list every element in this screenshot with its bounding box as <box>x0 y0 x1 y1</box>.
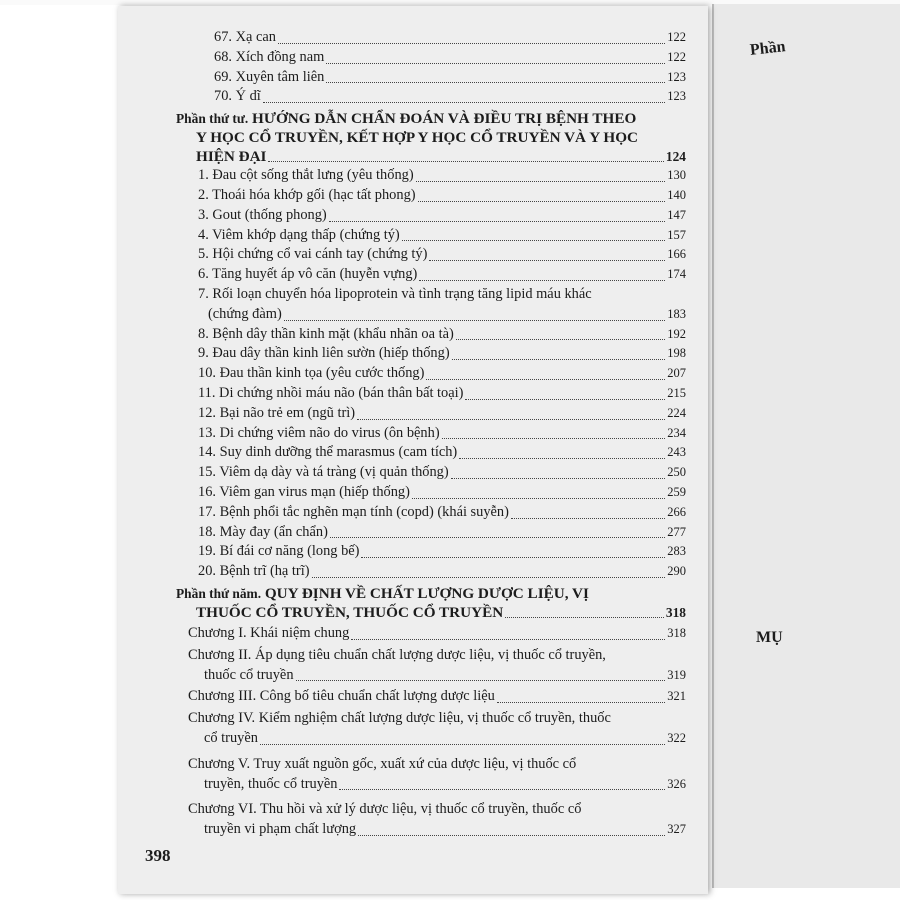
toc-chapter <box>170 646 686 686</box>
leader-dots <box>442 438 666 439</box>
leader-dots <box>497 702 665 703</box>
toc-entry-label: 20. Bệnh trĩ (hạ trĩ) <box>198 563 310 580</box>
toc-entry-page: 207 <box>667 366 686 381</box>
toc-entry <box>170 364 686 384</box>
toc-entry-label: 11. Di chứng nhồi máu não (bán thân bất toại) <box>198 384 464 401</box>
leader-dots <box>260 744 665 745</box>
leader-dots <box>278 43 665 44</box>
leader-dots <box>452 359 666 360</box>
leader-dots <box>511 518 665 519</box>
toc-entry-label: 16. Viêm gan virus mạn (hiếp thống) <box>198 483 410 500</box>
chapter-label-line1: Chương V. Truy xuất nguồn gốc, xuất xứ của dược liệu, vị thuốc cổ <box>188 755 577 772</box>
leader-dots <box>451 478 666 479</box>
toc-entry-page: 266 <box>667 504 686 519</box>
leader-dots <box>412 498 665 499</box>
toc-entry-page: 283 <box>667 544 686 559</box>
chapter-line2-row <box>188 820 686 840</box>
chapter-line2-row <box>188 666 686 686</box>
toc-entry <box>170 523 686 543</box>
toc-entry <box>170 503 686 523</box>
part4-title-line3: HIỆN ĐẠI <box>196 148 267 166</box>
leader-dots <box>268 161 663 162</box>
leader-dots <box>361 557 665 558</box>
chapter-label: Chương I. Khái niệm chung <box>188 624 350 641</box>
part5-heading <box>170 584 686 622</box>
toc-entry-label: 13. Di chứng viêm não do virus (ôn bệnh) <box>198 424 440 441</box>
toc-entry-page: 122 <box>667 49 686 64</box>
part5-title-line2-row <box>176 603 686 622</box>
toc-entry-label: 10. Đau thần kinh tọa (yêu cước thống) <box>198 365 425 382</box>
toc-entry <box>170 265 686 285</box>
leader-dots <box>329 221 666 222</box>
toc-entry-label: 1. Đau cột sống thắt lưng (yêu thống) <box>198 167 414 184</box>
toc-entry-page: 259 <box>667 484 686 499</box>
chapter-page: 319 <box>667 667 686 682</box>
leader-dots <box>418 201 666 202</box>
toc-entry-label: 12. Bại não trẻ em (ngũ trì) <box>198 404 356 421</box>
toc-entry-page: 157 <box>667 227 686 242</box>
toc-entry <box>170 542 686 562</box>
toc-entry <box>170 206 686 226</box>
part4-title-line2: Y HỌC CỔ TRUYỀN, KẾT HỢP Y HỌC CỔ TRUYỀN VÀ Y HỌC <box>196 129 639 147</box>
leader-dots <box>312 577 666 578</box>
toc-entry-page: 183 <box>667 306 686 321</box>
toc-entry <box>170 48 686 68</box>
toc-entry-label-line1: 7. Rối loạn chuyển hóa lipoprotein và tình trạng tăng lipid máu khác <box>198 285 592 302</box>
chapter-line2-row <box>188 775 686 795</box>
part4-page: 124 <box>665 149 686 165</box>
toc-entry <box>170 463 686 483</box>
toc-entry-label: 70. Ý dĩ <box>214 88 261 105</box>
toc-entry-line2-row <box>198 305 686 325</box>
part4-prefix: Phần thứ tư. <box>176 111 249 127</box>
toc-entry-label: 9. Đau dây thần kinh liên sườn (hiếp thống) <box>198 345 450 362</box>
toc-entry-label: 3. Gout (thống phong) <box>198 206 327 223</box>
table-of-contents <box>170 28 686 840</box>
toc-entry <box>170 424 686 444</box>
chapter-page: 327 <box>667 822 686 837</box>
toc-entry <box>170 186 686 206</box>
toc-entry-label: 68. Xích đồng nam <box>214 48 325 65</box>
part5-title-line2: THUỐC CỔ TRUYỀN, THUỐC CỔ TRUYỀN <box>196 603 504 621</box>
chapter-label-line2: thuốc cổ truyền <box>204 666 294 683</box>
toc-entry-page: 140 <box>667 187 686 202</box>
leader-dots <box>416 181 666 182</box>
toc-entry-page: 147 <box>667 207 686 222</box>
chapter-page: 322 <box>667 730 686 745</box>
part5-prefix: Phần thứ năm. <box>176 585 262 601</box>
part4-title-line1: HƯỚNG DẪN CHẨN ĐOÁN VÀ ĐIỀU TRỊ BỆNH THEO <box>252 110 637 128</box>
toc-entry-page: 250 <box>667 465 686 480</box>
toc-entry <box>170 404 686 424</box>
part5-title-line1: QUY ĐỊNH VỀ CHẤT LƯỢNG DƯỢC LIỆU, VỊ <box>264 584 589 602</box>
leader-dots <box>326 63 665 64</box>
toc-entry <box>170 87 686 107</box>
toc-chapter <box>170 624 686 644</box>
toc-entry <box>170 28 686 48</box>
page-number: 398 <box>145 846 171 865</box>
toc-chapter <box>170 800 686 840</box>
toc-entry-label: 15. Viêm dạ dày và tá tràng (vị quản thống) <box>198 464 449 481</box>
toc-entry-label: 8. Bệnh dây thần kinh mặt (khẩu nhãn oa tà) <box>198 325 454 342</box>
toc-entry-page: 277 <box>667 524 686 539</box>
toc-entry-page: 224 <box>667 405 686 420</box>
leader-dots <box>357 419 665 420</box>
toc-entry-page: 234 <box>667 425 686 440</box>
toc-entry-page: 122 <box>667 30 686 44</box>
toc-entry <box>170 483 686 503</box>
leader-dots <box>339 789 665 790</box>
facing-page <box>712 4 900 888</box>
leader-dots <box>429 260 665 261</box>
leader-dots <box>402 240 666 241</box>
toc-entry-label: 2. Thoái hóa khớp gối (hạc tất phong) <box>198 186 416 203</box>
leader-dots <box>263 102 665 103</box>
toc-entry-page: 174 <box>667 267 686 282</box>
toc-entry-page: 123 <box>667 69 686 84</box>
toc-chapter <box>170 687 686 707</box>
leader-dots <box>351 639 665 640</box>
part5-page: 318 <box>665 604 686 620</box>
facing-page-mid-text: MỤ <box>756 629 783 646</box>
chapter-label-line2: truyền vi phạm chất lượng <box>204 821 357 838</box>
toc-entry-label: 17. Bệnh phổi tắc nghẽn mạn tính (copd) (khái suyễn) <box>198 503 509 520</box>
toc-entry-label: 69. Xuyên tâm liên <box>214 68 325 85</box>
toc-entry-label: 67. Xạ can <box>214 29 276 45</box>
leader-dots <box>505 617 664 618</box>
toc-entry <box>170 245 686 265</box>
toc-entry-multiline <box>170 285 686 325</box>
leader-dots <box>459 458 665 459</box>
chapter-label-line1: Chương IV. Kiểm nghiệm chất lượng dược liệu, vị thuốc cổ truyền, thuốc <box>188 710 611 727</box>
toc-chapter <box>170 755 686 795</box>
toc-entry <box>170 562 686 582</box>
leader-dots <box>284 320 666 321</box>
toc-entry-label: 18. Mày đay (ẩn chẩn) <box>198 523 328 540</box>
toc-entry <box>170 226 686 246</box>
toc-entry-page: 130 <box>667 168 686 183</box>
part4-heading <box>170 109 686 166</box>
chapter-line2-row <box>188 729 686 749</box>
toc-entry <box>170 166 686 186</box>
toc-entry-label: 5. Hội chứng cổ vai cánh tay (chứng tý) <box>198 246 428 263</box>
toc-entry <box>170 443 686 463</box>
toc-entry-page: 198 <box>667 346 686 361</box>
toc-chapter <box>170 709 686 749</box>
chapter-page: 321 <box>667 689 686 704</box>
part4-title-line3-row <box>176 147 686 166</box>
toc-entry-page: 290 <box>667 564 686 579</box>
leader-dots <box>426 379 665 380</box>
leader-dots <box>330 537 665 538</box>
toc-entry <box>170 344 686 364</box>
toc-entry-label: 6. Tăng huyết áp vô căn (huyễn vựng) <box>198 266 418 283</box>
chapter-label-line1: Chương VI. Thu hồi và xử lý dược liệu, vị thuốc cổ truyền, thuốc cổ <box>188 801 582 818</box>
toc-entry-label: 14. Suy dinh dưỡng thể marasmus (cam tích) <box>198 444 458 461</box>
chapter-page: 318 <box>667 625 686 640</box>
toc-entry-page: 123 <box>667 89 686 104</box>
chapter-label-line1: Chương II. Áp dụng tiêu chuẩn chất lượng dược liệu, vị thuốc cổ truyền, <box>188 646 606 663</box>
leader-dots <box>296 680 666 681</box>
toc-entry-page: 243 <box>667 445 686 460</box>
leader-dots <box>358 835 665 836</box>
facing-page-top-text: Phần <box>749 38 787 59</box>
leader-dots <box>456 339 665 340</box>
toc-entry-label: 4. Viêm khớp dạng thấp (chứng tý) <box>198 226 400 243</box>
chapter-label-line2: truyền, thuốc cổ truyền <box>204 775 338 792</box>
leader-dots <box>419 280 665 281</box>
toc-entry-label-line2: (chứng đàm) <box>208 305 282 322</box>
toc-entry <box>170 384 686 404</box>
chapter-page: 326 <box>667 776 686 791</box>
toc-entry-label: 19. Bí đái cơ năng (long bế) <box>198 543 360 560</box>
chapter-label-line2: cổ truyền <box>204 729 258 746</box>
toc-entry <box>170 68 686 88</box>
leader-dots <box>465 399 665 400</box>
toc-entry <box>170 325 686 345</box>
toc-entry-page: 215 <box>667 385 686 400</box>
toc-entry-page: 192 <box>667 326 686 341</box>
chapter-label: Chương III. Công bố tiêu chuẩn chất lượng dược liệu <box>188 688 495 705</box>
toc-entry-page: 166 <box>667 247 686 262</box>
leader-dots <box>326 82 665 83</box>
